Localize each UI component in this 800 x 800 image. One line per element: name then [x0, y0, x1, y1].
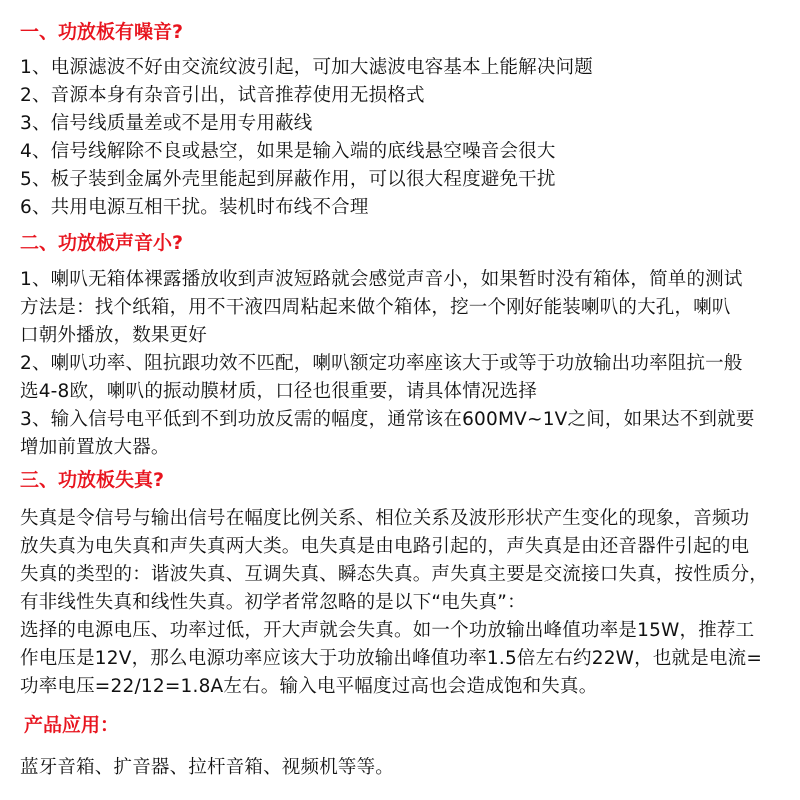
section2-item-1-line: 口朝外播放，数果更好	[20, 325, 208, 346]
section1-item-6: 6、共用电源互相干扰。装机时布线不合理	[20, 197, 369, 218]
section1-item-2: 2、音源本身有杂音引出，试音推荐使用无损格式	[20, 85, 425, 106]
section4-text: 蓝牙音箱、扩音器、拉杆音箱、视频机等等。	[20, 757, 395, 778]
section3-paragraph-1	[20, 505, 792, 617]
section3-paragraph-2-line: 作电压是12V，那么电源功率应该大于功放输出峰值功率1.5倍左右约22W，也就是电流=	[20, 648, 763, 669]
section3-heading: 三、功放板失真?	[20, 469, 165, 491]
section1-item-1: 1、电源滤波不好由交流纹波引起，可加大滤波电容基本上能解决问题	[20, 57, 593, 78]
section2-item-3-line: 3、输入信号电平低到不到功放反需的幅度，通常该在600MV~1V之间，如果达不到就要	[20, 409, 755, 430]
section3-paragraph-1-line: 失真的类型的：谐波失真、互调失真、瞬态失真。声失真主要是交流接口失真，按性质分，	[20, 564, 769, 585]
section2-item-1-line: 方法是：找个纸箱，用不干液四周粘起来做个箱体，挖一个刚好能装喇叭的大孔，喇叭	[20, 297, 731, 318]
section2-heading: 二、功放板声音小?	[20, 232, 184, 254]
section2-item-1-line: 1、喇叭无箱体裸露播放收到声波短路就会感觉声音小，如果暂时没有箱体，简单的测试	[20, 269, 743, 290]
section2-item-2-line: 2、喇叭功率、阻抗跟功效不匹配，喇叭额定功率座该大于或等于功放输出功率阻抗一般	[20, 353, 743, 374]
section3-paragraph-1-line: 有非线性失真和线性失真。初学者常忽略的是以下“电失真”：	[20, 592, 526, 613]
section2-item-3	[20, 406, 792, 462]
section2-item-2-line: 选4-8欧，喇叭的振动膜材质，口径也很重要，请具体情况选择	[20, 381, 538, 402]
section3-paragraph-2	[20, 617, 792, 701]
section1-item-5: 5、板子装到金属外壳里能起到屏蔽作用，可以很大程度避免干扰	[20, 169, 556, 190]
section2-item-2	[20, 350, 792, 406]
section1-item-3: 3、信号线质量差或不是用专用蔽线	[20, 113, 313, 134]
section3-paragraph-2-line: 功率电压=22/12=1.8A左右。输入电平幅度过高也会造成饱和失真。	[20, 676, 598, 697]
section4-heading: 产品应用：	[24, 714, 120, 736]
section3-paragraph-1-line: 失真是令信号与输出信号在幅度比例关系、相位关系及波形形状产生变化的现象，音频功	[20, 508, 750, 529]
section3-paragraph-2-line: 选择的电源电压、功率过低，开大声就会失真。如一个功放输出峰值功率是15W，推荐工	[20, 620, 755, 641]
section2-item-3-line: 增加前置放大器。	[20, 437, 170, 458]
section1-heading: 一、功放板有噪音?	[20, 21, 184, 43]
section2-item-1	[20, 266, 792, 350]
section1-item-4: 4、信号线解除不良或悬空，如果是输入端的底线悬空噪音会很大	[20, 141, 556, 162]
section3-paragraph-1-line: 放失真为电失真和声失真两大类。电失真是由电路引起的，声失真是由还音器件引起的电	[20, 536, 750, 557]
